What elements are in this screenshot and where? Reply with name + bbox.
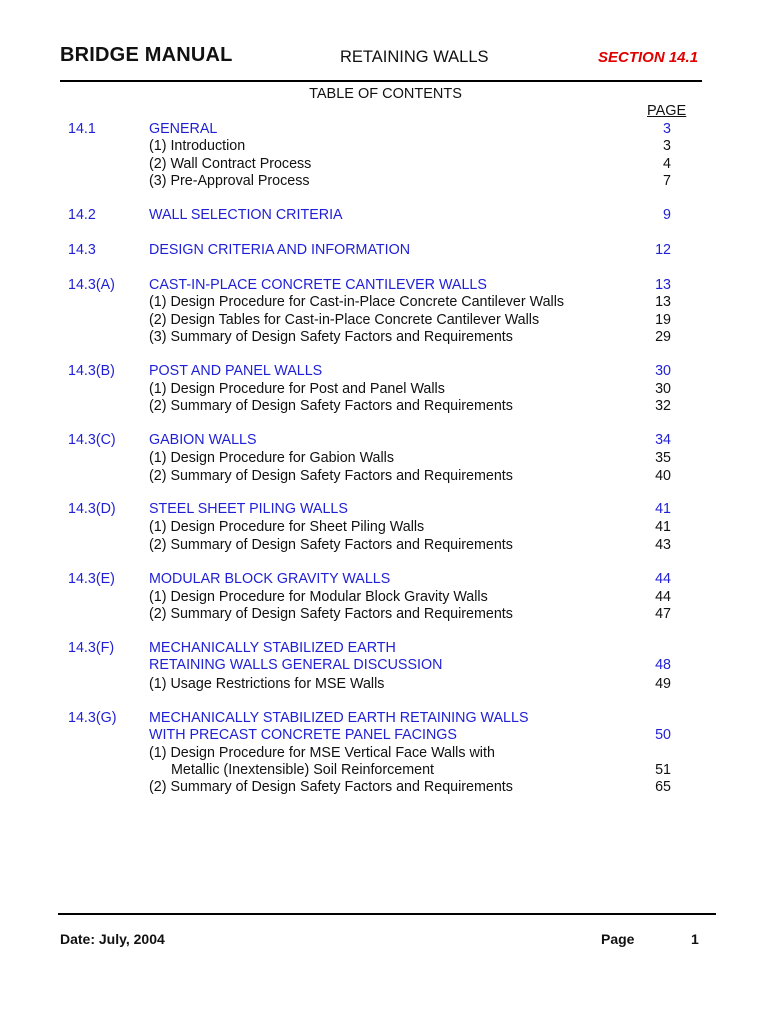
toc-subsection-row [0,675,768,693]
toc-subsection-row [0,778,768,796]
toc-section-row [0,500,768,518]
toc-page-number: 41 [655,501,671,517]
toc-section-row [0,570,768,588]
toc-page-number: 47 [655,606,671,622]
toc-page-number: 44 [655,571,671,587]
toc-section-row [0,709,768,727]
toc-page-number: 30 [655,381,671,397]
toc-page-number: 65 [655,779,671,795]
toc-entry-text: (2) Summary of Design Safety Factors and Requirements [149,606,513,622]
toc-entry-text: (1) Design Procedure for MSE Vertical Face Walls with [149,745,495,761]
toc-entry-text: (1) Introduction [149,138,246,154]
toc-page-number: 3 [663,138,671,154]
toc-page-number: 50 [655,727,671,743]
toc-entry-text: STEEL SHEET PILING WALLS [149,501,348,517]
toc-page-number: 48 [655,657,671,673]
toc-page-number: 43 [655,537,671,553]
toc-page-number: 3 [663,121,671,137]
toc-section-number: 14.3(E) [68,571,115,587]
toc-section-row [0,639,768,657]
chapter-title: RETAINING WALLS [340,48,489,66]
toc-section-row [0,362,768,380]
toc-section-number: 14.2 [68,207,96,223]
manual-title: BRIDGE MANUAL [60,44,233,66]
footer-page-label: Page [601,931,635,947]
toc-section-number: 14.3(D) [68,501,116,517]
toc-entry-text: MODULAR BLOCK GRAVITY WALLS [149,571,391,587]
toc-page-number: 41 [655,519,671,535]
toc-entry-text: WITH PRECAST CONCRETE PANEL FACINGS [149,727,457,743]
toc-page-number: 44 [655,589,671,605]
toc-subsection-row [0,588,768,606]
toc-entry-text: (2) Summary of Design Safety Factors and Requirements [149,398,513,414]
toc-entry-text: (1) Design Procedure for Sheet Piling Walls [149,519,425,535]
toc-subsection-row [0,293,768,311]
toc-entry-text: (3) Summary of Design Safety Factors and Requirements [149,329,513,345]
toc-section-row [0,656,768,674]
toc-entry-text: POST AND PANEL WALLS [149,363,323,379]
toc-section-row [0,241,768,259]
toc-section-row [0,120,768,138]
toc-page-number: 4 [663,156,671,172]
toc-entry-text: RETAINING WALLS GENERAL DISCUSSION [149,657,443,673]
toc-page-number: 12 [655,242,671,258]
toc-subsection-row [0,397,768,415]
footer-divider [58,913,716,915]
footer-page-number: 1 [691,931,699,947]
toc-entry-text: (1) Usage Restrictions for MSE Walls [149,676,385,692]
toc-section-number: 14.3(G) [68,710,117,726]
toc-subsection-row [0,311,768,329]
toc-page-number: 29 [655,329,671,345]
toc-entry-text: (3) Pre-Approval Process [149,173,310,189]
toc-entry-text: WALL SELECTION CRITERIA [149,207,343,223]
toc-subsection-row [0,536,768,554]
toc-page-number: 34 [655,432,671,448]
section-label: SECTION 14.1 [598,49,699,66]
toc-page-number: 19 [655,312,671,328]
toc-subsection-row [0,518,768,536]
toc-section-number: 14.1 [68,121,96,137]
toc-subsection-row [0,137,768,155]
toc-page-number: 49 [655,676,671,692]
toc-page-number: 7 [663,173,671,189]
toc-page-number: 13 [655,294,671,310]
toc-page-number: 35 [655,450,671,466]
toc-entry-text: (2) Wall Contract Process [149,156,312,172]
toc-page-number: 40 [655,468,671,484]
toc-entry-text: GABION WALLS [149,432,257,448]
page-column-label: PAGE [647,103,687,119]
toc-entry-text: (1) Design Procedure for Post and Panel Walls [149,381,445,397]
toc-entry-text: (1) Design Procedure for Gabion Walls [149,450,395,466]
toc-section-number: 14.3(F) [68,640,115,656]
toc-entry-text: (2) Summary of Design Safety Factors and Requirements [149,779,513,795]
toc-section-row [0,726,768,744]
toc-entry-text: (2) Summary of Design Safety Factors and Requirements [149,468,513,484]
toc-entry-text: DESIGN CRITERIA AND INFORMATION [149,242,411,258]
toc-entry-text: Metallic (Inextensible) Soil Reinforcement [171,762,435,778]
toc-subsection-row [0,605,768,623]
toc-entry-text: GENERAL [149,121,218,137]
toc-entry-text: CAST-IN-PLACE CONCRETE CANTILEVER WALLS [149,277,487,293]
toc-subsection-row [0,449,768,467]
toc-section-number: 14.3 [68,242,96,258]
toc-entry-text: (1) Design Procedure for Modular Block Gravity Walls [149,589,488,605]
toc-section-row [0,206,768,224]
toc-section-number: 14.3(A) [68,277,115,293]
toc-section-row [0,276,768,294]
toc-section-row [0,431,768,449]
toc-page-number: 30 [655,363,671,379]
toc-subsection-row [0,744,768,762]
toc-subsection-row [0,172,768,190]
toc-page-number: 32 [655,398,671,414]
footer-date: Date: July, 2004 [60,931,165,947]
toc-entry-text: MECHANICALLY STABILIZED EARTH [149,640,396,656]
toc-title: TABLE OF CONTENTS [309,86,462,102]
toc-subsection-row [0,155,768,173]
toc-subsection-row [0,761,768,779]
toc-entry-text: (2) Design Tables for Cast-in-Place Concrete Cantilever Walls [149,312,540,328]
toc-entry-text: (2) Summary of Design Safety Factors and Requirements [149,537,513,553]
toc-section-number: 14.3(C) [68,432,116,448]
toc-subsection-row [0,467,768,485]
toc-subsection-row [0,328,768,346]
toc-entry-text: MECHANICALLY STABILIZED EARTH RETAINING WALLS [149,710,529,726]
toc-page-number: 13 [655,277,671,293]
toc-entry-text: (1) Design Procedure for Cast-in-Place Concrete Cantilever Walls [149,294,565,310]
toc-page-number: 51 [655,762,671,778]
toc-page-number: 9 [663,207,671,223]
toc-section-number: 14.3(B) [68,363,115,379]
toc-subsection-row [0,380,768,398]
